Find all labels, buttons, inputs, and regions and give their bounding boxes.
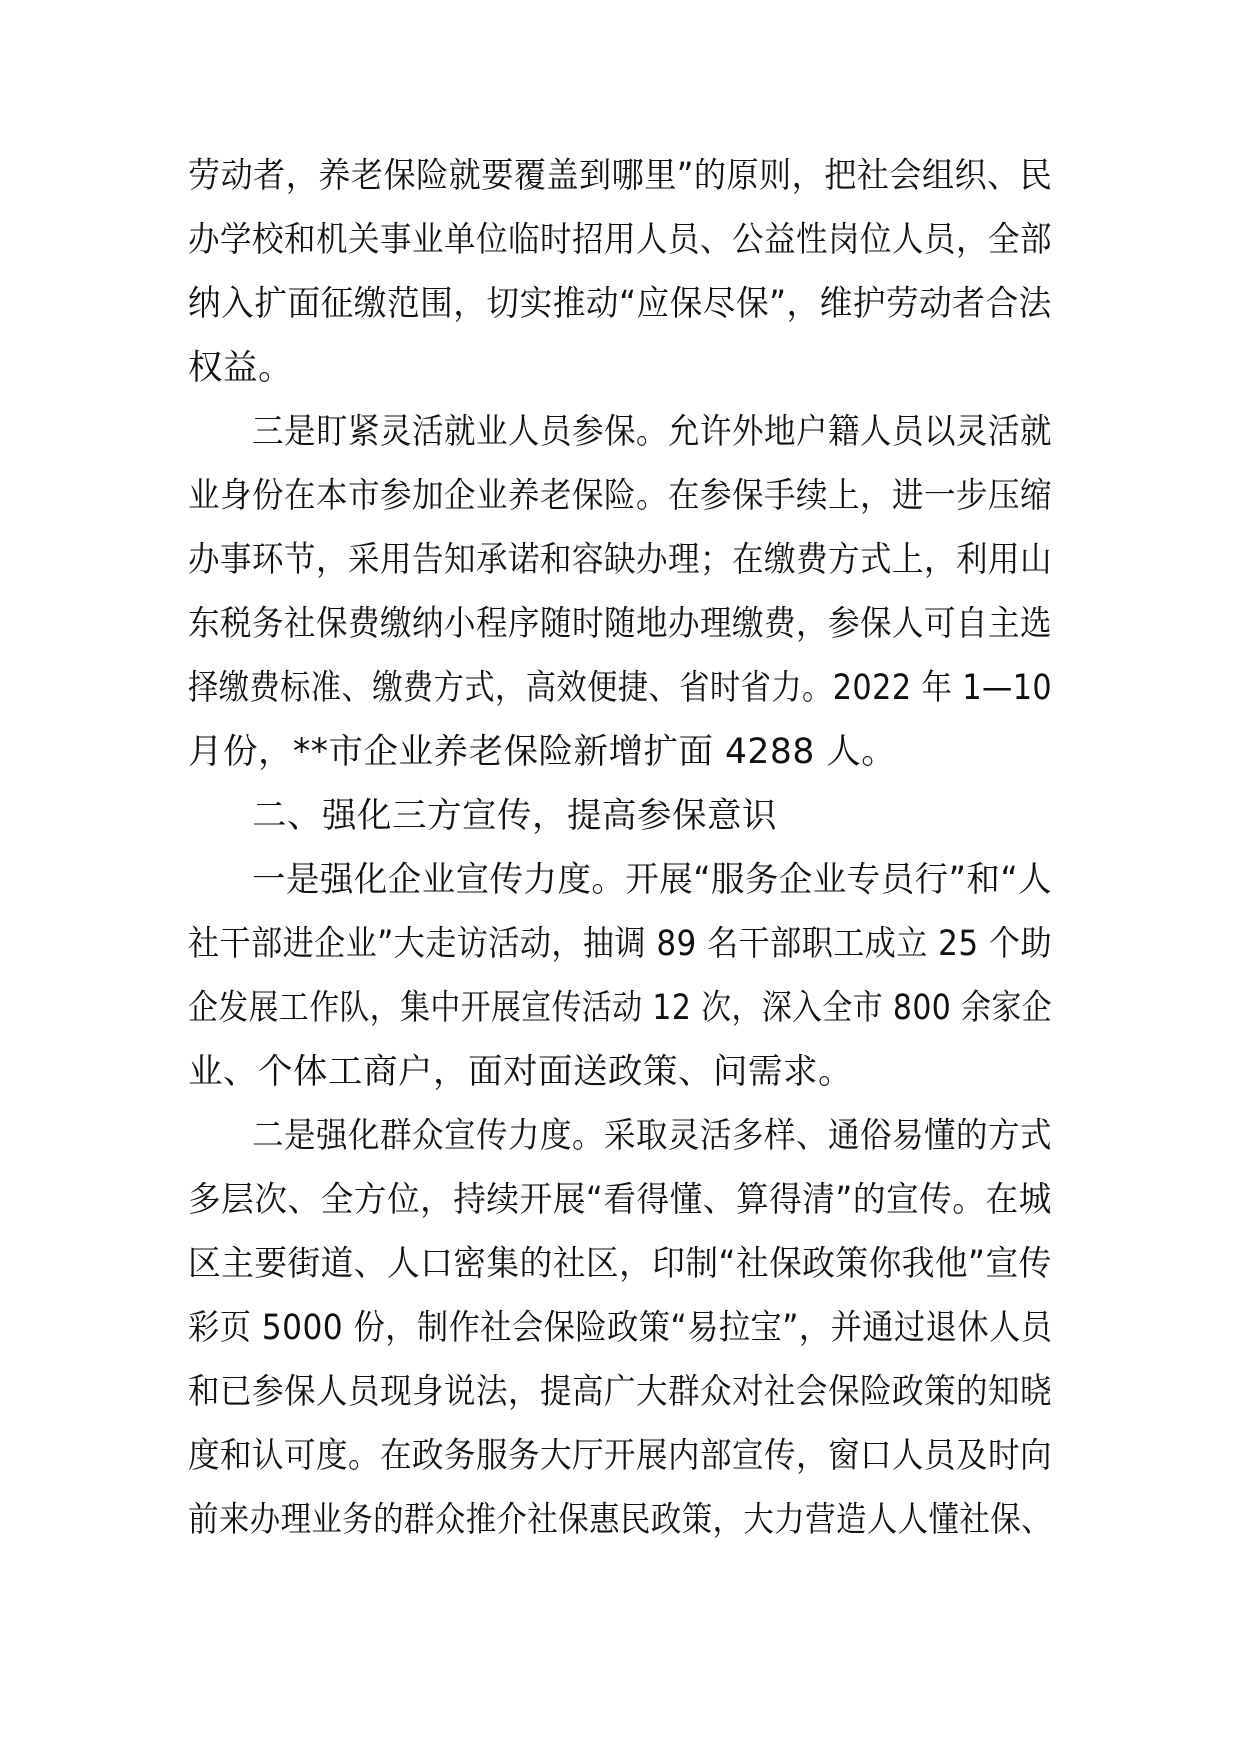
text-line: 多层次、全方位，持续开展“看得懂、算得清”的宣传。在城	[188, 1180, 1052, 1220]
text-line: 区主要街道、人口密集的社区，印制“社保政策你我他”宣传	[188, 1244, 1052, 1284]
text-line: 办事环节，采用告知承诺和容缺办理；在缴费方式上，利用山	[188, 540, 1053, 580]
text-line: 和已参保人员现身说法，提高广大群众对社会保险政策的知晓	[188, 1372, 1053, 1412]
text-line: 业身份在本市参加企业养老保险。在参保手续上，进一步压缩	[188, 476, 1053, 516]
text-line: 择缴费标准、缴费方式，高效便捷、省时省力。2022 年 1—10	[188, 668, 1053, 708]
text-line: 业、个体工商户，面对面送政策、问需求。	[188, 1052, 853, 1092]
paragraph-first-line: 一是强化企业宣传力度。开展“服务企业专员行”和“人	[252, 860, 1053, 900]
text-line: 劳动者，养老保险就要覆盖到哪里”的原则，把社会组织、民	[188, 156, 1053, 196]
paragraph-first-line: 三是盯紧灵活就业人员参保。允许外地户籍人员以灵活就	[252, 412, 1053, 452]
paragraph-first-line: 二是强化群众宣传力度。采取灵活多样、通俗易懂的方式	[252, 1116, 1053, 1156]
text-line: 度和认可度。在政务服务大厅开展内部宣传，窗口人员及时向	[188, 1436, 1053, 1476]
text-line: 月份，**市企业养老保险新增扩面 4288 人。	[188, 732, 897, 772]
text-line: 前来办理业务的群众推介社保惠民政策，大力营造人人懂社保、	[188, 1500, 1052, 1540]
text-line: 企发展工作队，集中开展宣传活动 12 次，深入全市 800 余家企	[188, 988, 1053, 1028]
text-line: 纳入扩面征缴范围，切实推动“应保尽保”，维护劳动者合法	[188, 284, 1052, 324]
text-line: 权益。	[188, 348, 293, 388]
text-line: 社干部进企业”大走访活动，抽调 89 名干部职工成立 25 个助	[188, 924, 1053, 964]
text-line: 办学校和机关事业单位临时招用人员、公益性岗位人员，全部	[188, 220, 1053, 260]
section-heading: 二、强化三方宣传，提高参保意识	[252, 796, 777, 836]
text-line: 彩页 5000 份，制作社会保险政策“易拉宝”，并通过退休人员	[188, 1308, 1053, 1348]
text-line: 东税务社保费缴纳小程序随时随地办理缴费，参保人可自主选	[188, 604, 1053, 644]
